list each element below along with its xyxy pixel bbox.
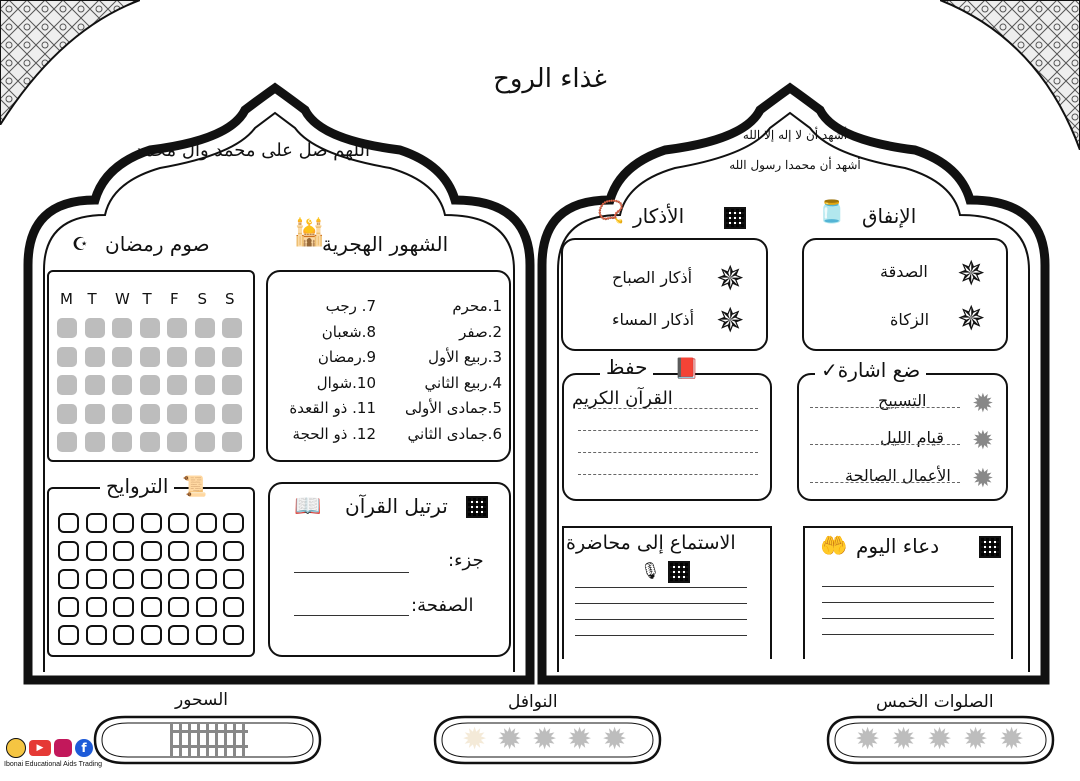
salawat-star-icon[interactable]: ✹ xyxy=(927,722,953,757)
tarawih-cell[interactable] xyxy=(223,541,244,561)
brand-avatar xyxy=(6,738,26,758)
calendar-day-cell[interactable] xyxy=(167,318,187,338)
prayer-beads-icon: 📿 xyxy=(597,200,625,225)
tarawih-cell[interactable] xyxy=(168,569,189,589)
tarawih-cell[interactable] xyxy=(113,597,134,617)
nawafil-star-icon[interactable]: ✹ xyxy=(532,722,558,757)
facebook-icon[interactable]: f xyxy=(75,739,93,757)
calendar-day-cell[interactable] xyxy=(140,347,160,367)
tarawih-cell[interactable] xyxy=(86,625,107,645)
month-2: 2.صفر xyxy=(459,322,502,341)
calendar-day-cell[interactable] xyxy=(112,404,132,424)
calendar-day-label: T xyxy=(87,290,97,308)
infaq-title: الإنفاق xyxy=(862,204,917,228)
tarawih-cell[interactable] xyxy=(86,569,107,589)
mark-title: ضع اشارة✓ xyxy=(815,358,926,382)
juz-label: جزء: xyxy=(448,550,484,571)
tarawih-cell[interactable] xyxy=(58,569,79,589)
month-12: 12. ذو الحجة xyxy=(292,424,376,443)
month-5: 5.جمادى الأولى xyxy=(404,399,502,417)
dua-line[interactable] xyxy=(822,618,994,619)
calendar-day-cell[interactable] xyxy=(195,318,215,338)
page-label: الصفحة: xyxy=(411,595,474,616)
tarawih-cell[interactable] xyxy=(58,513,79,533)
dua-line[interactable] xyxy=(822,586,994,587)
calendar-day-cell[interactable] xyxy=(140,318,160,338)
calendar-day-cell[interactable] xyxy=(140,375,160,395)
qr-code-icon xyxy=(724,207,746,229)
instagram-icon[interactable] xyxy=(54,739,72,757)
months-col-right xyxy=(380,294,502,447)
mark-tasbih: التسبيح xyxy=(878,391,927,410)
calendar-day-cell[interactable] xyxy=(167,347,187,367)
calendar-day-cell[interactable] xyxy=(222,347,242,367)
mark-deeds: الأعمال الصالحة xyxy=(845,466,951,485)
qr-code-icon xyxy=(979,536,1001,558)
calendar-day-cell[interactable] xyxy=(85,347,105,367)
adhkar-evening: أذكار المساء xyxy=(612,310,695,329)
month-9: 9.رمضان xyxy=(317,348,376,366)
month-10: 10.شوال xyxy=(316,373,376,392)
tarawih-cell[interactable] xyxy=(196,513,217,533)
calendar-day-label: S xyxy=(225,290,235,308)
month-8: 8.شعبان xyxy=(321,322,376,341)
brand-name: Ibonai Educational Aids Trading xyxy=(4,761,103,768)
sawm-title: صوم رمضان xyxy=(105,232,210,256)
lecture-line[interactable] xyxy=(575,603,747,604)
star-checkbox-icon[interactable]: ✵ xyxy=(716,301,745,341)
calendar-day-cell[interactable] xyxy=(85,318,105,338)
donation-jar-icon: 🫙 xyxy=(818,200,846,225)
tarawih-cell[interactable] xyxy=(168,625,189,645)
salawat-star-icon[interactable]: ✹ xyxy=(855,722,881,757)
calendar-day-cell[interactable] xyxy=(195,347,215,367)
tarawih-title: التروايح xyxy=(100,474,174,498)
calendar-day-cell[interactable] xyxy=(222,375,242,395)
adhkar-title: الأذكار xyxy=(633,204,685,228)
right-calligraphy-1: أشهد أن لا إله إلا الله xyxy=(742,128,848,142)
calendar-day-cell[interactable] xyxy=(85,404,105,424)
salawat-star-icon[interactable]: ✹ xyxy=(891,722,917,757)
tarawih-cell[interactable] xyxy=(141,513,162,533)
adhkar-morning: أذكار الصباح xyxy=(612,268,693,287)
calendar-day-cell[interactable] xyxy=(222,318,242,338)
infaq-sadaqa: الصدقة xyxy=(880,262,928,281)
calendar-day-label: M xyxy=(60,290,73,308)
star-checkbox-icon[interactable]: ✹ xyxy=(972,389,994,419)
fence-rail xyxy=(170,730,248,733)
tarawih-cell[interactable] xyxy=(223,625,244,645)
tarawih-cell[interactable] xyxy=(168,597,189,617)
praying-hands-icon: 🤲 xyxy=(820,534,848,559)
salawat-label: الصلوات الخمس xyxy=(876,692,994,712)
star-checkbox-icon[interactable]: ✹ xyxy=(972,464,994,494)
lecture-line[interactable] xyxy=(575,587,747,588)
mark-line[interactable] xyxy=(810,444,960,445)
tarawih-cell[interactable] xyxy=(58,625,79,645)
dua-line[interactable] xyxy=(822,634,994,635)
star-checkbox-icon[interactable]: ✵ xyxy=(716,259,745,299)
calendar-day-cell[interactable] xyxy=(85,432,105,452)
tarawih-cell[interactable] xyxy=(168,513,189,533)
star-checkbox-icon[interactable]: ✵ xyxy=(957,254,986,294)
page-title: غذاء الروح xyxy=(493,64,607,94)
calendar-day-cell[interactable] xyxy=(112,347,132,367)
month-1: 1.محرم xyxy=(452,297,502,315)
tarawih-cell[interactable] xyxy=(196,597,217,617)
qr-code-icon xyxy=(466,496,488,518)
tarawih-cell[interactable] xyxy=(141,541,162,561)
calendar-day-cell[interactable] xyxy=(112,375,132,395)
month-7: 7. رجب xyxy=(325,297,376,315)
calendar-day-cell[interactable] xyxy=(195,375,215,395)
calendar-day-cell[interactable] xyxy=(57,375,77,395)
hijri-title: الشهور الهجرية xyxy=(322,232,449,256)
mark-line[interactable] xyxy=(810,407,960,408)
juz-line[interactable] xyxy=(294,572,409,573)
hifz-line[interactable] xyxy=(578,408,758,409)
calendar-day-label: F xyxy=(170,290,179,308)
tarawih-cell[interactable] xyxy=(58,597,79,617)
tarawih-cell[interactable] xyxy=(196,569,217,589)
tarawih-cell[interactable] xyxy=(141,597,162,617)
infaq-zakat: الزكاة xyxy=(890,310,930,329)
calendar-day-cell[interactable] xyxy=(85,375,105,395)
salawat-star-icon[interactable]: ✹ xyxy=(999,722,1025,757)
tarawih-cell[interactable] xyxy=(223,597,244,617)
calendar-day-cell[interactable] xyxy=(57,432,77,452)
quran-book-icon: 📕 xyxy=(674,356,699,380)
minaret-icon: 🕌 xyxy=(293,218,326,248)
tarawih-cell[interactable] xyxy=(113,625,134,645)
calendar-day-cell[interactable] xyxy=(140,404,160,424)
mark-qiyam: قيام الليل xyxy=(880,428,944,447)
calendar-day-cell[interactable] xyxy=(167,432,187,452)
left-calligraphy: اللهم صل على محمد وآل محمد xyxy=(135,140,370,161)
star-checkbox-icon[interactable]: ✹ xyxy=(972,426,994,456)
tarawih-cell[interactable] xyxy=(223,569,244,589)
qr-code-icon xyxy=(668,561,690,583)
salawat-star-icon[interactable]: ✹ xyxy=(963,722,989,757)
tarawih-cell[interactable] xyxy=(141,569,162,589)
mark-line[interactable] xyxy=(810,482,960,483)
hifz-title: حفظ xyxy=(600,355,653,379)
calendar-day-cell[interactable] xyxy=(195,432,215,452)
tarawih-cell[interactable] xyxy=(113,569,134,589)
calendar-day-cell[interactable] xyxy=(222,404,242,424)
calendar-day-label: W xyxy=(115,290,130,308)
month-6: 6.جمادى الثاني xyxy=(407,424,502,443)
quran-stand-icon: 📖 xyxy=(294,494,322,519)
fence-rail xyxy=(170,745,248,748)
star-checkbox-icon[interactable]: ✵ xyxy=(957,299,986,339)
microphone-icon: 🎙 xyxy=(640,561,661,580)
calendar-day-cell[interactable] xyxy=(222,432,242,452)
suhoor-fence xyxy=(170,722,248,756)
calendar-day-cell[interactable] xyxy=(140,432,160,452)
youtube-icon[interactable]: ▶ xyxy=(29,740,51,756)
tarawih-cell[interactable] xyxy=(113,513,134,533)
tarawih-cell[interactable] xyxy=(196,541,217,561)
calendar-day-cell[interactable] xyxy=(57,318,77,338)
lecture-title: الاستماع إلى محاضرة xyxy=(566,532,736,554)
tarawih-cell[interactable] xyxy=(58,541,79,561)
tarawih-cell[interactable] xyxy=(86,597,107,617)
calendar-day-cell[interactable] xyxy=(195,404,215,424)
hifz-line[interactable] xyxy=(578,430,758,431)
calendar-day-label: T xyxy=(142,290,152,308)
page-line[interactable] xyxy=(294,615,409,616)
hifz-line[interactable] xyxy=(578,452,758,453)
nawafil-star-icon[interactable]: ✹ xyxy=(462,722,488,757)
crescent-icon: ☪ xyxy=(72,234,89,255)
calendar-day-cell[interactable] xyxy=(57,347,77,367)
calendar-day-cell[interactable] xyxy=(112,318,132,338)
calendar-day-cell[interactable] xyxy=(167,375,187,395)
prayer-mat-icon: 📜 xyxy=(182,474,207,498)
lecture-line[interactable] xyxy=(575,619,747,620)
month-4: 4.ربيع الثاني xyxy=(424,373,502,392)
calendar-day-cell[interactable] xyxy=(167,404,187,424)
dua-line[interactable] xyxy=(822,602,994,603)
tarawih-cell[interactable] xyxy=(113,541,134,561)
months-col-left xyxy=(270,294,376,447)
quran-recitation-title: ترتيل القرآن xyxy=(345,494,448,518)
tarawih-cell[interactable] xyxy=(86,541,107,561)
calendar-day-cell[interactable] xyxy=(112,432,132,452)
hifz-subtitle: القرآن الكريم xyxy=(572,388,673,409)
hifz-line[interactable] xyxy=(578,474,758,475)
tarawih-cell[interactable] xyxy=(196,625,217,645)
tarawih-cell[interactable] xyxy=(168,541,189,561)
nawafil-label: النوافل xyxy=(508,692,558,712)
tarawih-cell[interactable] xyxy=(141,625,162,645)
nawafil-star-icon[interactable]: ✹ xyxy=(567,722,593,757)
tarawih-cell[interactable] xyxy=(86,513,107,533)
calendar-day-label: S xyxy=(197,290,208,308)
nawafil-star-icon[interactable]: ✹ xyxy=(602,722,628,757)
lecture-line[interactable] xyxy=(575,635,747,636)
month-3: 3.ربيع الأول xyxy=(428,348,502,366)
right-calligraphy-2: أشهد أن محمدا رسول الله xyxy=(729,158,861,172)
dua-title: دعاء اليوم xyxy=(856,534,940,558)
month-11: 11. ذو القعدة xyxy=(289,399,376,417)
suhoor-label: السحور xyxy=(175,690,229,710)
tarawih-cell[interactable] xyxy=(223,513,244,533)
calendar-day-cell[interactable] xyxy=(57,404,77,424)
nawafil-star-icon[interactable]: ✹ xyxy=(497,722,523,757)
